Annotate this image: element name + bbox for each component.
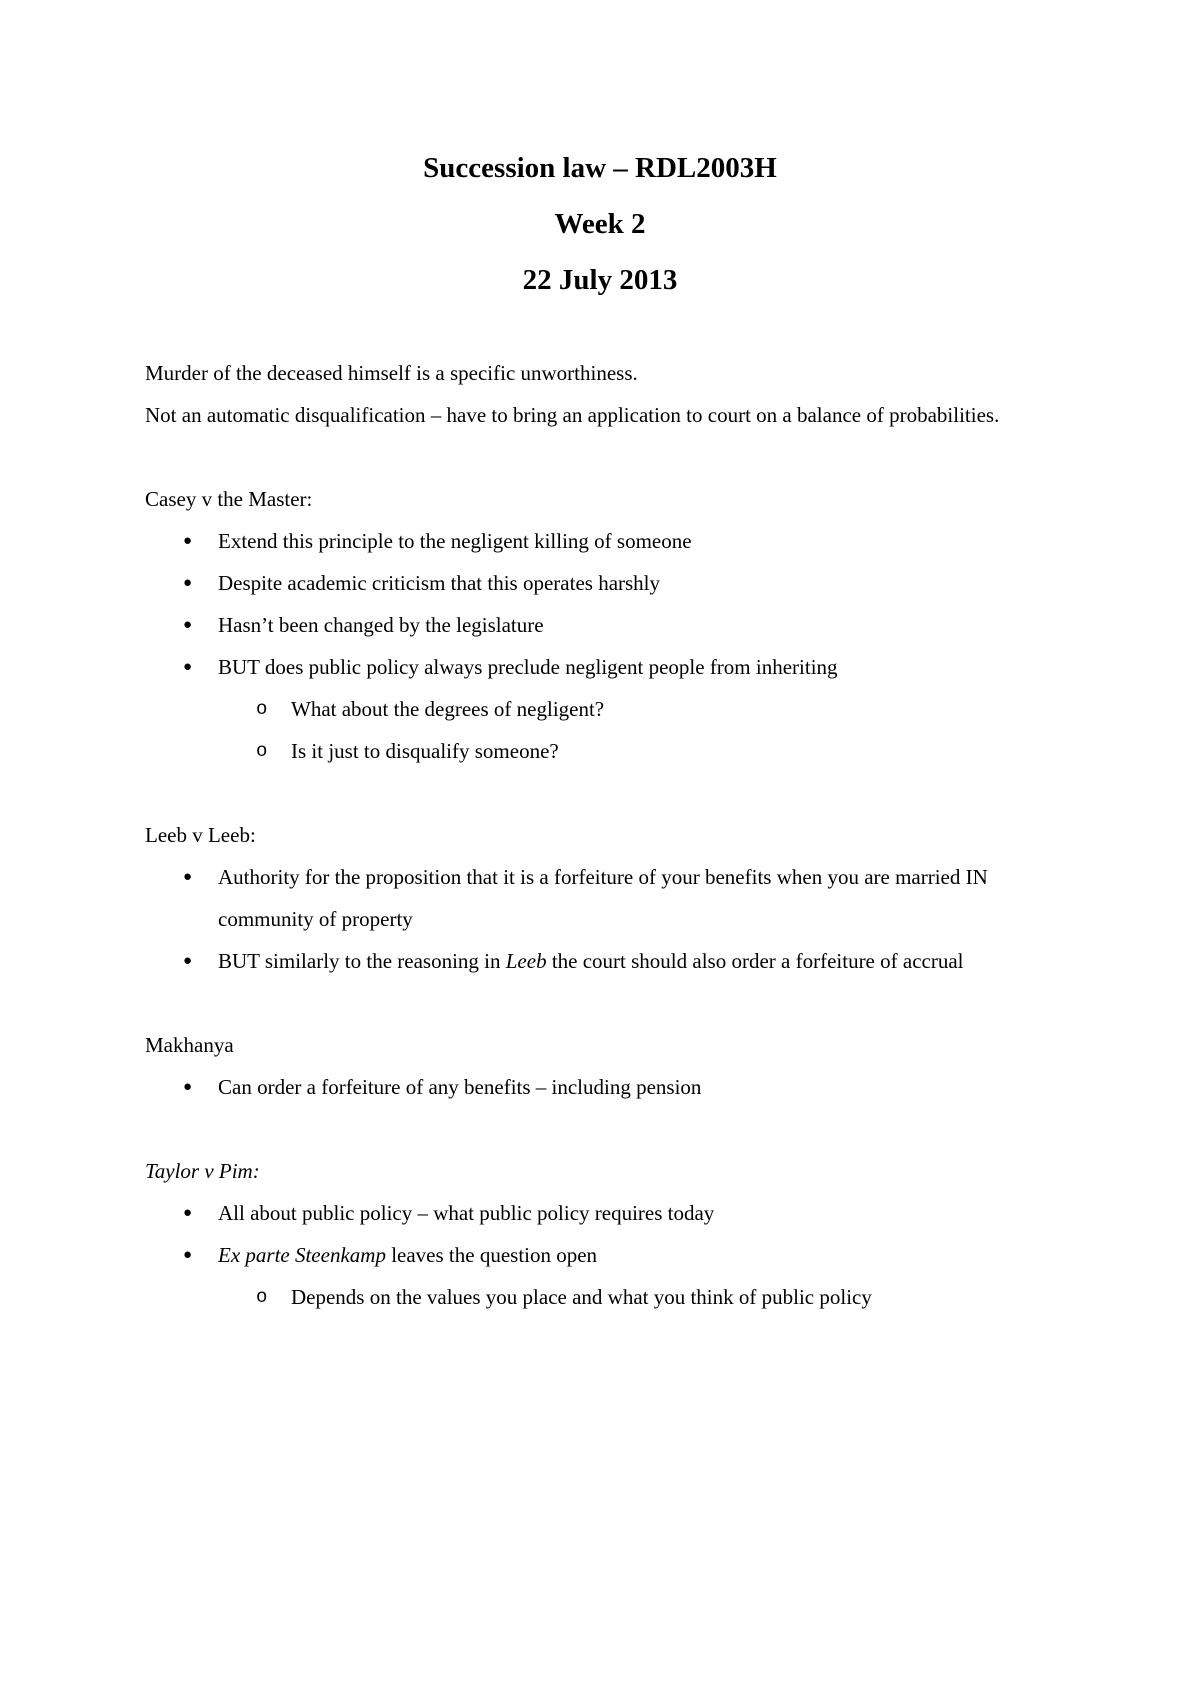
sub-bullet-icon: o <box>256 1286 268 1308</box>
list-item-text-post: the court should also order a forfeiture of accrual <box>546 949 964 973</box>
bullet-icon: ● <box>183 1079 193 1095</box>
list-item <box>145 1192 1045 1234</box>
list-item <box>145 646 1045 772</box>
sub-list-item <box>218 1276 1045 1318</box>
makhanya-heading: Makhanya <box>145 1033 234 1057</box>
bullet-icon: ● <box>183 1205 193 1221</box>
spacer <box>145 1108 1045 1150</box>
taylor-list <box>145 1192 1045 1318</box>
sub-list-item-text: Depends on the values you place and what you think of public policy <box>291 1285 872 1309</box>
sub-list-item-text: What about the degrees of negligent? <box>291 697 605 721</box>
bullet-icon: ● <box>183 869 193 885</box>
list-item <box>145 604 1045 646</box>
bullet-icon: ● <box>183 617 193 633</box>
week-title: Week 2 <box>554 208 646 240</box>
sub-bullet-icon: o <box>256 740 268 762</box>
list-item-text: Extend this principle to the negligent killing of someone <box>218 529 692 553</box>
bullet-icon: ● <box>183 953 193 969</box>
spacer <box>145 982 1045 1024</box>
casey-heading: Casey v the Master: <box>145 487 313 511</box>
leeb-list <box>145 856 1045 982</box>
spacer <box>145 772 1045 814</box>
case-name-italic: Ex parte Steenkamp <box>218 1243 386 1267</box>
course-title: Succession law – RDL2003H <box>423 152 777 184</box>
casey-sublist <box>218 688 1045 772</box>
list-item <box>145 1066 1045 1108</box>
notes-body <box>145 352 1045 1318</box>
bullet-icon: ● <box>183 659 193 675</box>
list-item <box>145 562 1045 604</box>
bullet-icon: ● <box>183 533 193 549</box>
list-item-text: Can order a forfeiture of any benefits – including pension <box>218 1075 702 1099</box>
bullet-icon: ● <box>183 1247 193 1263</box>
sub-list-item-text: Is it just to disqualify someone? <box>291 739 559 763</box>
list-item <box>145 1234 1045 1318</box>
taylor-sublist <box>218 1276 1045 1318</box>
case-name-italic: Leeb <box>505 949 547 973</box>
list-item <box>145 856 1045 940</box>
sub-bullet-icon: o <box>256 698 268 720</box>
intro-paragraph-1: Murder of the deceased himself is a specific unworthiness. <box>145 361 638 385</box>
casey-list <box>145 520 1045 772</box>
list-item-text-pre: BUT similarly to the reasoning in <box>218 949 506 973</box>
intro-paragraph-2: Not an automatic disqualification – have to bring an application to court on a balance of probabilities. <box>145 403 1000 427</box>
list-item <box>145 940 1045 982</box>
list-item <box>145 520 1045 562</box>
list-item-text: Hasn’t been changed by the legislature <box>218 613 544 637</box>
list-item-text: Despite academic criticism that this operates harshly <box>218 571 661 595</box>
title-block <box>0 140 1200 308</box>
bullet-icon: ● <box>183 575 193 591</box>
leeb-heading: Leeb v Leeb: <box>145 823 256 847</box>
taylor-heading: Taylor v Pim: <box>145 1159 260 1183</box>
makhanya-list <box>145 1066 1045 1108</box>
sub-list-item <box>218 688 1045 730</box>
list-item-text: All about public policy – what public policy requires today <box>218 1201 715 1225</box>
list-item-text: Authority for the proposition that it is a forfeiture of your benefits when you are married IN community of property <box>218 865 988 931</box>
spacer <box>145 436 1045 478</box>
list-item-text-post: leaves the question open <box>385 1243 598 1267</box>
list-item-text: BUT does public policy always preclude negligent people from inheriting <box>218 655 838 679</box>
date-title: 22 July 2013 <box>522 264 678 296</box>
sub-list-item <box>218 730 1045 772</box>
